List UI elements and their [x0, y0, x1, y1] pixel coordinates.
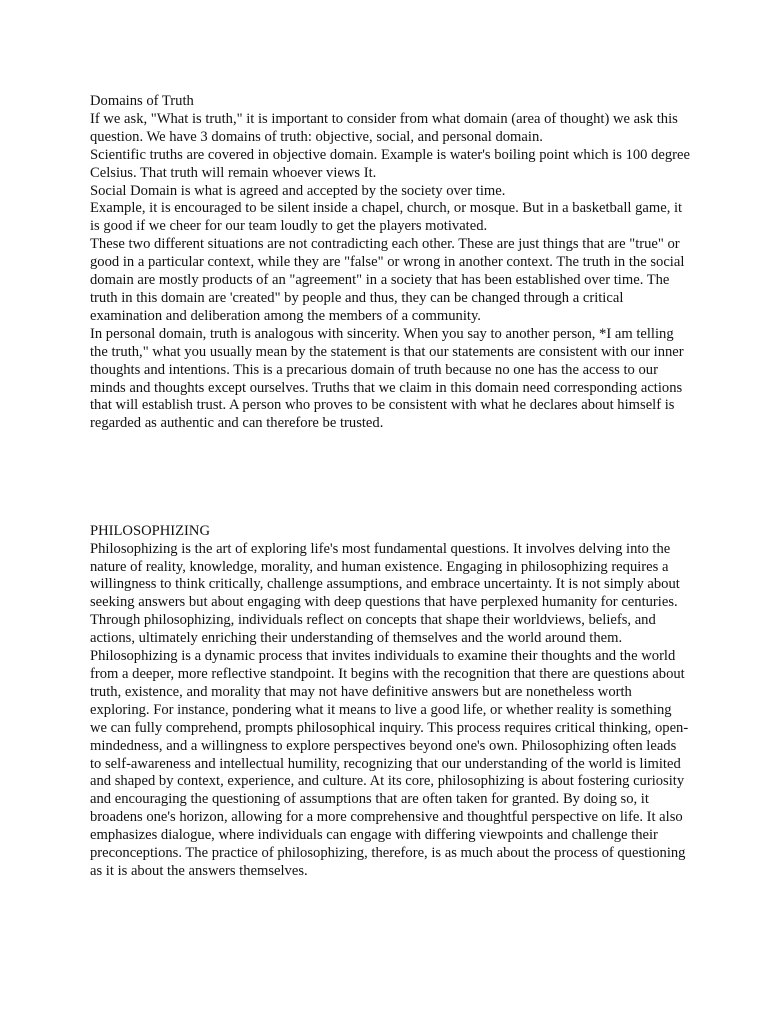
section-philosophizing	[90, 523, 690, 881]
paragraph: In personal domain, truth is analogous with sincerity. When you say to another person, *I am telling the truth," what you usually mean by the statement is that our statements are consistent with our inner thoughts and intentions. This is a precarious domain of truth because no one has the access to our minds and thoughts except ourselves. Truths that we claim in this domain need corresponding actions that will establish trust. A person who proves to be consistent with what he declares about himself is regarded as authentic and can therefore be trusted.	[90, 325, 684, 432]
blank-space	[90, 433, 690, 523]
section-domains-of-truth	[90, 93, 690, 433]
section-title: PHILOSOPHIZING	[90, 522, 210, 539]
paragraph: Philosophizing is the art of exploring life's most fundamental questions. It involves delving into the nature of reality, knowledge, morality, and human existence. Engaging in philosophizing requires a willingness to think critically, challenge assumptions, and embrace uncertainty. It is not simply about seeking answers but about engaging with deep questions that have perplexed humanity for centuries. Through philosophizing, individuals reflect on concepts that shape their worldviews, beliefs, and actions, ultimately enriching their understanding of themselves and the world around them.	[90, 540, 680, 647]
document-page	[90, 93, 690, 881]
paragraph: Social Domain is what is agreed and accepted by the society over time.	[90, 182, 506, 199]
paragraph: Scientific truths are covered in objective domain. Example is water's boiling point which is 100 degree Celsius. That truth will remain whoever views It.	[90, 146, 690, 181]
section-title: Domains of Truth	[90, 93, 194, 109]
paragraph: Example, it is encouraged to be silent inside a chapel, church, or mosque. But in a basketball game, it is good if we cheer for our team loudly to get the players motivated.	[90, 200, 683, 235]
paragraph: If we ask, "What is truth," it is important to consider from what domain (area of thought) we ask this question. We have 3 domains of truth: objective, social, and personal domain.	[90, 110, 678, 145]
paragraph: Philosophizing is a dynamic process that invites individuals to examine their thoughts and the world from a deeper, more reflective standpoint. It begins with the recognition that there are questions about truth, existence, and morality that may not have definitive answers but are nonetheless worth exploring. For instance, pondering what it means to live a good life, or whether reality is something we can fully comprehend, prompts philosophical inquiry. This process requires critical thinking, open-mindedness, and a willingness to explore perspectives beyond one's own. Philosophizing often leads to self-awareness and intellectual humility, recognizing that our understanding of the world is limited and shaped by context, experience, and culture. At its core, philosophizing is about fostering curiosity and encouraging the questioning of assumptions that are often taken for granted. By doing so, it broadens one's horizon, allowing for a more comprehensive and thoughtful perspective on life. It also emphasizes dialogue, where individuals can engage with differing viewpoints and challenge their preconceptions. The practice of philosophizing, therefore, is as much about the process of questioning as it is about the answers themselves.	[90, 648, 689, 879]
paragraph: These two different situations are not contradicting each other. These are just things that are "true" or good in a particular context, while they are "false" or wrong in another context. The truth in the social domain are mostly products of an "agreement" in a society that has been established over time. The truth in this domain are 'created" by people and thus, they can be changed through a critical examination and deliberation among the members of a community.	[90, 236, 685, 324]
